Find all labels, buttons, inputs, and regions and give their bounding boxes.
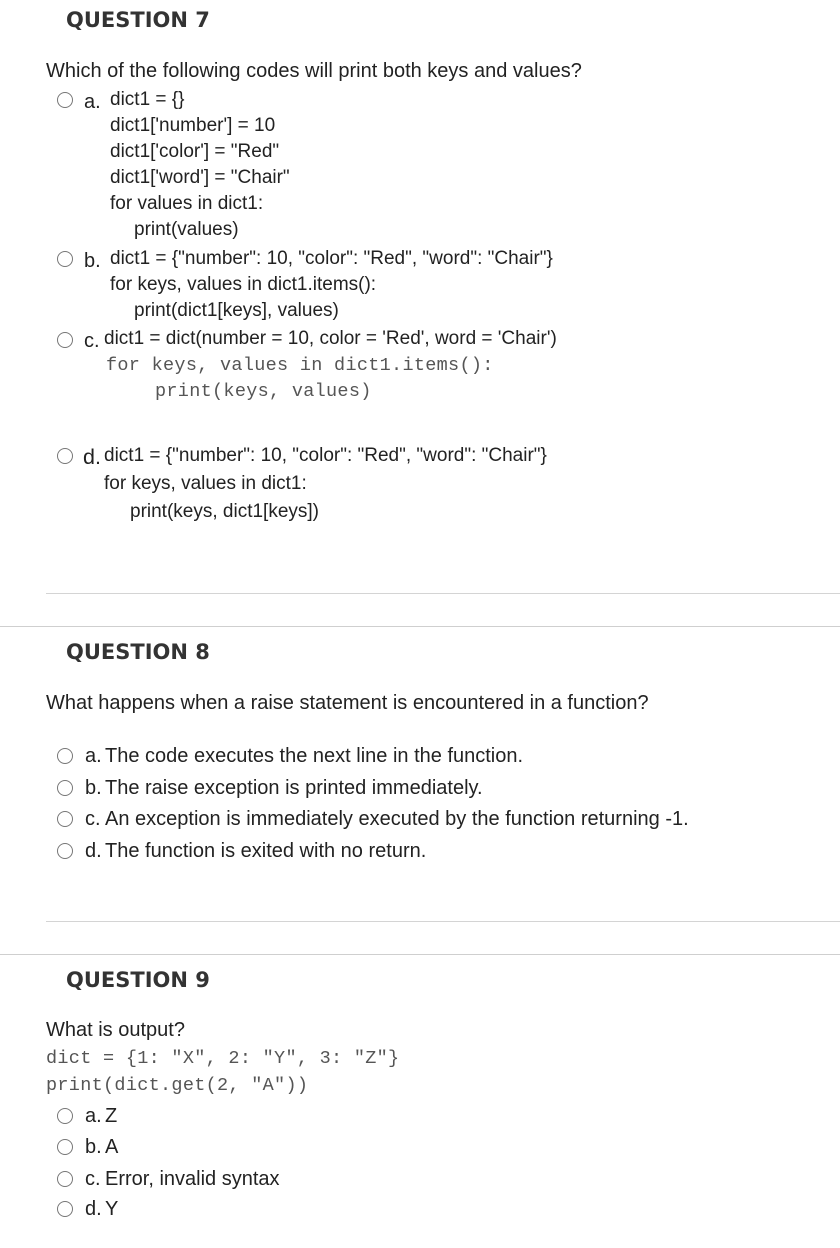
- q7-option-d-code-line: for keys, values in dict1:: [104, 473, 307, 494]
- q7-option-d-code-line: dict1 = {"number": 10, "color": "Red", "word": "Chair"}: [104, 445, 547, 466]
- q7-option-a-label: a.: [84, 91, 101, 113]
- q7-option-a-code-line: dict1 = {}: [110, 89, 185, 110]
- q9-code-line: dict = {1: "X", 2: "Y", 3: "Z"}: [46, 1048, 400, 1069]
- q8-option-b-text: The raise exception is printed immediately.: [105, 777, 483, 799]
- q7-option-b-label: b.: [84, 250, 101, 272]
- q9-option-a-text: Z: [105, 1105, 118, 1127]
- q8-option-b-label: b.: [85, 777, 102, 799]
- q9-code-line: print(dict.get(2, "A")): [46, 1075, 309, 1096]
- q8-option-c-text: An exception is immediately executed by the function returning -1.: [105, 808, 689, 830]
- question-9-title: QUESTION 9: [66, 968, 210, 992]
- q8-option-d-label: d.: [85, 840, 102, 862]
- question-divider: [46, 593, 840, 594]
- q9-option-c-text: Error, invalid syntax: [105, 1168, 280, 1190]
- q8-option-d-text: The function is exited with no return.: [105, 840, 427, 862]
- q7-option-a-code-line: dict1['color'] = "Red": [110, 141, 280, 162]
- q9-option-b-text: A: [105, 1136, 119, 1158]
- q9-option-b-radio[interactable]: [57, 1139, 73, 1155]
- q7-option-d-code-line: print(keys, dict1[keys]): [130, 501, 319, 522]
- q8-option-b-radio[interactable]: [57, 780, 73, 796]
- q9-option-c-radio[interactable]: [57, 1171, 73, 1187]
- question-7-title: QUESTION 7: [66, 8, 210, 32]
- question-8-title: QUESTION 8: [66, 640, 210, 664]
- q7-option-a-code-line: dict1['word'] = "Chair": [110, 167, 290, 188]
- q7-option-c-code-line: dict1 = dict(number = 10, color = 'Red', word = 'Chair'): [104, 328, 557, 349]
- q7-option-d-radio[interactable]: [57, 448, 73, 464]
- q9-option-d-radio[interactable]: [57, 1201, 73, 1217]
- q7-option-a-radio[interactable]: [57, 92, 73, 108]
- q8-option-a-text: The code executes the next line in the function.: [105, 745, 524, 767]
- q9-option-c-label: c.: [85, 1168, 101, 1190]
- q7-option-c-code-line: for keys, values in dict1.items():: [106, 355, 494, 376]
- section-separator: [0, 626, 840, 627]
- q7-option-c-radio[interactable]: [57, 332, 73, 348]
- q7-option-b-code-line: dict1 = {"number": 10, "color": "Red", "word": "Chair"}: [110, 248, 553, 269]
- question-divider: [46, 921, 840, 922]
- q7-option-a-code-line: print(values): [134, 219, 239, 240]
- q7-option-a-code-line: for values in dict1:: [110, 193, 264, 214]
- q8-option-c-label: c.: [85, 808, 101, 830]
- q7-option-c-label: c.: [84, 330, 100, 352]
- q9-option-d-text: Y: [105, 1198, 119, 1220]
- question-9-prompt: What is output?: [46, 1019, 185, 1041]
- q8-option-c-radio[interactable]: [57, 811, 73, 827]
- q7-option-b-radio[interactable]: [57, 251, 73, 267]
- q7-option-b-code-line: print(dict1[keys], values): [134, 300, 339, 321]
- q9-option-b-label: b.: [85, 1136, 102, 1158]
- q7-option-d-label: d.: [83, 445, 101, 469]
- q8-option-a-label: a.: [85, 745, 102, 767]
- q8-option-a-radio[interactable]: [57, 748, 73, 764]
- section-separator: [0, 954, 840, 955]
- q8-option-d-radio[interactable]: [57, 843, 73, 859]
- q9-option-a-label: a.: [85, 1105, 102, 1127]
- question-7-prompt: Which of the following codes will print both keys and values?: [46, 60, 582, 82]
- q7-option-c-code-line: print(keys, values): [155, 381, 372, 402]
- question-8-prompt: What happens when a raise statement is encountered in a function?: [46, 692, 649, 714]
- q9-option-a-radio[interactable]: [57, 1108, 73, 1124]
- q7-option-a-code-line: dict1['number'] = 10: [110, 115, 276, 136]
- q9-option-d-label: d.: [85, 1198, 102, 1220]
- q7-option-b-code-line: for keys, values in dict1.items():: [110, 274, 377, 295]
